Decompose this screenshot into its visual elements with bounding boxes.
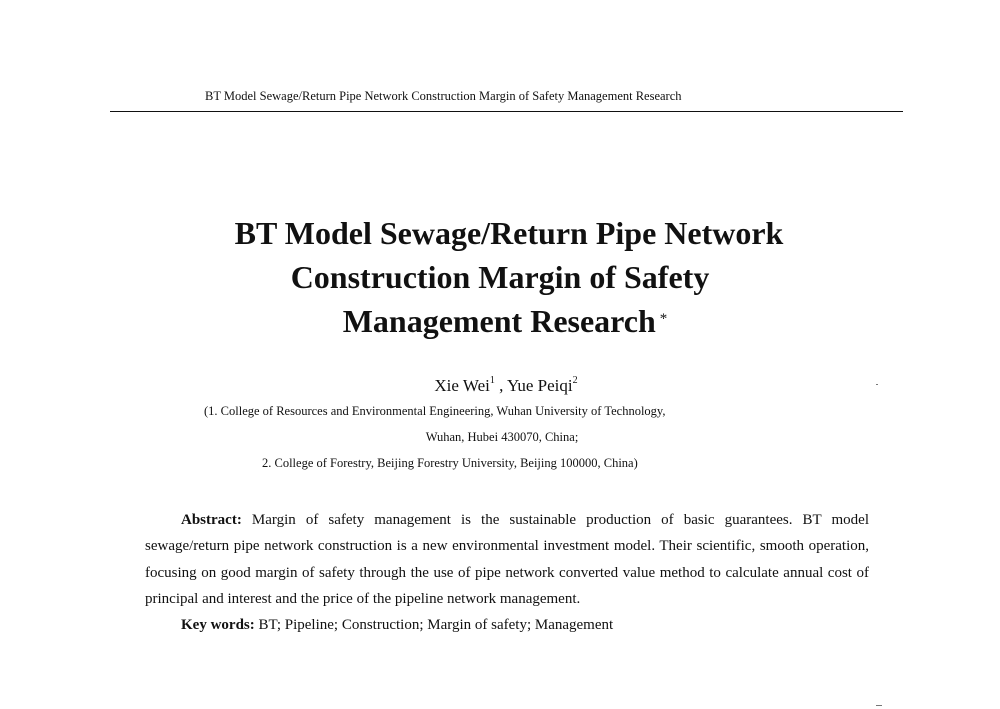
author-1-affil: 1	[489, 375, 495, 386]
title-line-1: BT Model Sewage/Return Pipe Network	[234, 215, 784, 251]
author-separator: ,	[494, 376, 507, 395]
affiliation-line-3: 2. College of Forestry, Beijing Forestry University, Beijing 100000, China)	[262, 456, 638, 470]
keywords-label: Key words:	[181, 617, 255, 634]
author-1: Xie Wei	[434, 376, 490, 395]
affiliation-line-1: (1. College of Resources and Environmental Engineering, Wuhan University of Technology,	[204, 404, 666, 418]
abstract-section	[145, 507, 869, 638]
title-line-3	[10, 299, 1000, 343]
scan-speck	[876, 705, 882, 706]
abstract-paragraph	[145, 507, 869, 612]
scan-speck	[876, 384, 878, 385]
keywords-paragraph	[145, 612, 869, 638]
abstract-text: Margin of safety management is the sustainable production of basic guarantees. BT model sewage/return pipe network construction is a new environmental investment model. Their scientific, smooth operation, focusing on good margin of safety through the use of pipe network converted value method to calculate annual cost of principal and interest and the price of the pipeline network management.	[145, 512, 869, 607]
title-line-2: Construction Margin of Safety	[290, 259, 710, 295]
author-list	[0, 376, 1000, 396]
header-rule	[110, 111, 903, 112]
paper-title	[0, 211, 1000, 343]
author-2: Yue Peiqi	[506, 376, 573, 395]
affiliation-line-2: Wuhan, Hubei 430070, China;	[425, 430, 579, 444]
abstract-label: Abstract:	[181, 512, 242, 528]
keywords-text: BT; Pipeline; Construction; Margin of safety; Management	[254, 617, 614, 634]
running-header: BT Model Sewage/Return Pipe Network Construction Margin of Safety Management Research	[205, 89, 682, 103]
author-2-affil: 2	[572, 375, 578, 386]
title-footnote-mark: *	[659, 311, 668, 327]
title-line-3-text: Management Research	[342, 303, 656, 339]
